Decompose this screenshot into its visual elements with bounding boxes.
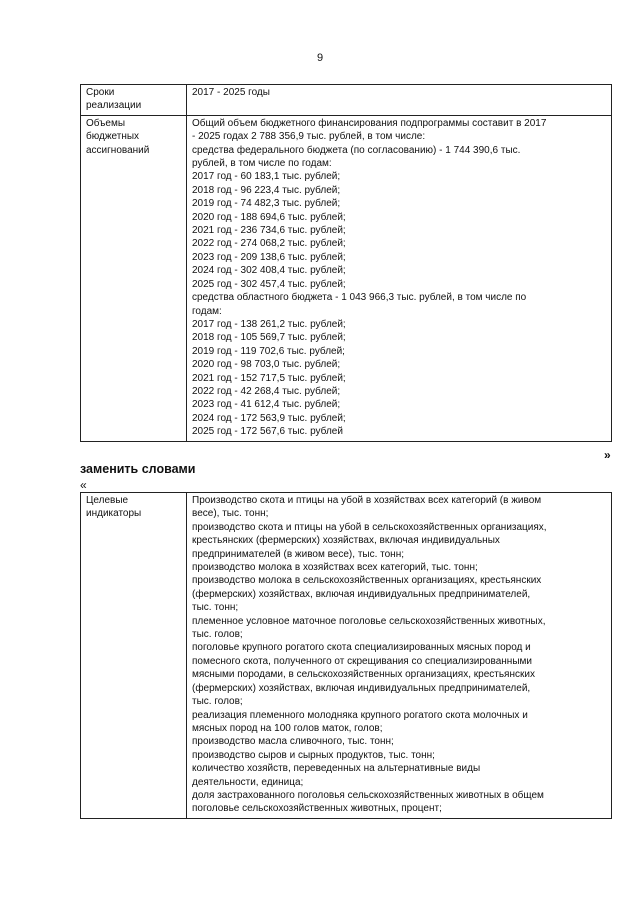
content-line: племенное условное маточное поголовье сельскохозяйственных животных, <box>192 615 546 627</box>
label-line: Сроки <box>86 87 115 98</box>
content-line: 2025 год - 172 567,6 тыс. рублей <box>192 426 343 438</box>
content-line: 2024 год - 172 563,9 тыс. рублей; <box>192 412 346 424</box>
content-line: тыс. голов; <box>192 696 243 708</box>
content-line: тыс. голов; <box>192 629 243 641</box>
opening-quote: « <box>80 478 87 492</box>
content-line: помесного скота, полученного от скрещивания со специализированными <box>192 655 532 667</box>
table-row-target-indicators <box>81 493 612 819</box>
content-line: средства областного бюджета - 1 043 966,3 тыс. рублей, в том числе по <box>192 292 527 304</box>
content-line: (фермерских) хозяйствах, включая индивидуальных предпринимателей, <box>192 682 531 694</box>
content-line: Общий объем бюджетного финансирования подпрограммы составит в 2017 <box>192 117 547 129</box>
content-line: предпринимателей (в живом весе), тыс. тонн; <box>192 548 404 560</box>
row-content <box>187 115 612 441</box>
content-line: 2020 год - 188 694,6 тыс. рублей; <box>192 211 346 223</box>
row-label <box>81 115 187 441</box>
content-line: 2017 год - 138 261,2 тыс. рублей; <box>192 318 346 330</box>
closing-quote: » <box>604 448 611 462</box>
content-line: деятельности, единица; <box>192 776 304 788</box>
content-line: производство масла сливочного, тыс. тонн; <box>192 736 394 748</box>
content-line: средства федерального бюджета (по согласованию) - 1 744 390,6 тыс. <box>192 144 521 156</box>
content-line: годам: <box>192 305 222 317</box>
content-line: (фермерских) хозяйствах, включая индивидуальных предпринимателей, <box>192 588 531 600</box>
content-line: производство молока в хозяйствах всех категорий, тыс. тонн; <box>192 562 478 574</box>
replace-heading: заменить словами <box>80 462 196 476</box>
content-line: - 2025 годах 2 788 356,9 тыс. рублей, в том числе: <box>192 131 426 143</box>
content-line: 2021 год - 152 717,5 тыс. рублей; <box>192 372 346 384</box>
content-line: 2017 - 2025 годы <box>192 87 270 98</box>
content-line: 2019 год - 74 482,3 тыс. рублей; <box>192 198 341 210</box>
content-line: крестьянских (фермерских) хозяйствах, включая индивидуальных <box>192 535 500 547</box>
label-line: индикаторы <box>86 508 142 520</box>
content-line: 2020 год - 98 703,0 тыс. рублей; <box>192 359 341 371</box>
row-content <box>187 85 612 116</box>
content-line: количество хозяйств, переведенных на альтернативные виды <box>192 763 481 775</box>
label-line: бюджетных <box>86 131 140 143</box>
row-label <box>81 85 187 116</box>
content-line: 2024 год - 302 408,4 тыс. рублей; <box>192 265 346 277</box>
content-line: 2022 год - 42 268,4 тыс. рублей; <box>192 385 341 397</box>
content-line: мясными породами, в сельскохозяйственных организациях, крестьянских <box>192 669 535 681</box>
content-line: 2017 год - 60 183,1 тыс. рублей; <box>192 171 341 183</box>
content-line: 2023 год - 209 138,6 тыс. рублей; <box>192 251 346 263</box>
row-label <box>81 493 187 819</box>
content-line: 2022 год - 274 068,2 тыс. рублей; <box>192 238 346 250</box>
content-line: 2021 год - 236 734,6 тыс. рублей; <box>192 225 346 237</box>
content-line: мясных пород на 100 голов маток, голов; <box>192 722 383 734</box>
content-line: тыс. тонн; <box>192 602 239 614</box>
passport-table-original <box>80 84 612 442</box>
page-number: 9 <box>316 52 324 64</box>
table-row-budget-allocations <box>81 115 612 441</box>
label-line: Целевые <box>86 495 129 506</box>
content-line: производство скота и птицы на убой в сельскохозяйственных организациях, <box>192 521 547 533</box>
content-line: реализация племенного молодняка крупного рогатого скота молочных и <box>192 709 528 721</box>
content-line: Производство скота и птицы на убой в хозяйствах всех категорий (в живом <box>192 495 542 506</box>
content-line: поголовье крупного рогатого скота специализированных мясных пород и <box>192 642 531 654</box>
content-line: весе), тыс. тонн; <box>192 508 269 520</box>
content-line: поголовье сельскохозяйственных животных, процент; <box>192 803 442 815</box>
label-line: ассигнований <box>86 144 150 156</box>
content-line: производство молока в сельскохозяйственных организациях, крестьянских <box>192 575 542 587</box>
content-line: 2018 год - 96 223,4 тыс. рублей; <box>192 184 341 196</box>
content-line: 2025 год - 302 457,4 тыс. рублей; <box>192 278 346 290</box>
label-line: Объемы <box>86 117 126 129</box>
content-line: производство сыров и сырных продуктов, тыс. тонн; <box>192 749 435 761</box>
content-line: 2023 год - 41 612,4 тыс. рублей; <box>192 399 341 411</box>
label-line: реализации <box>86 100 142 112</box>
content-line: доля застрахованного поголовья сельскохозяйственных животных в общем <box>192 789 544 801</box>
content-line: 2018 год - 105 569,7 тыс. рублей; <box>192 332 346 344</box>
table-row-implementation-period <box>81 85 612 116</box>
row-content <box>187 493 612 819</box>
content-line: рублей, в том числе по годам: <box>192 158 332 170</box>
passport-table-replacement <box>80 492 612 819</box>
content-line: 2019 год - 119 702,6 тыс. рублей; <box>192 345 345 357</box>
